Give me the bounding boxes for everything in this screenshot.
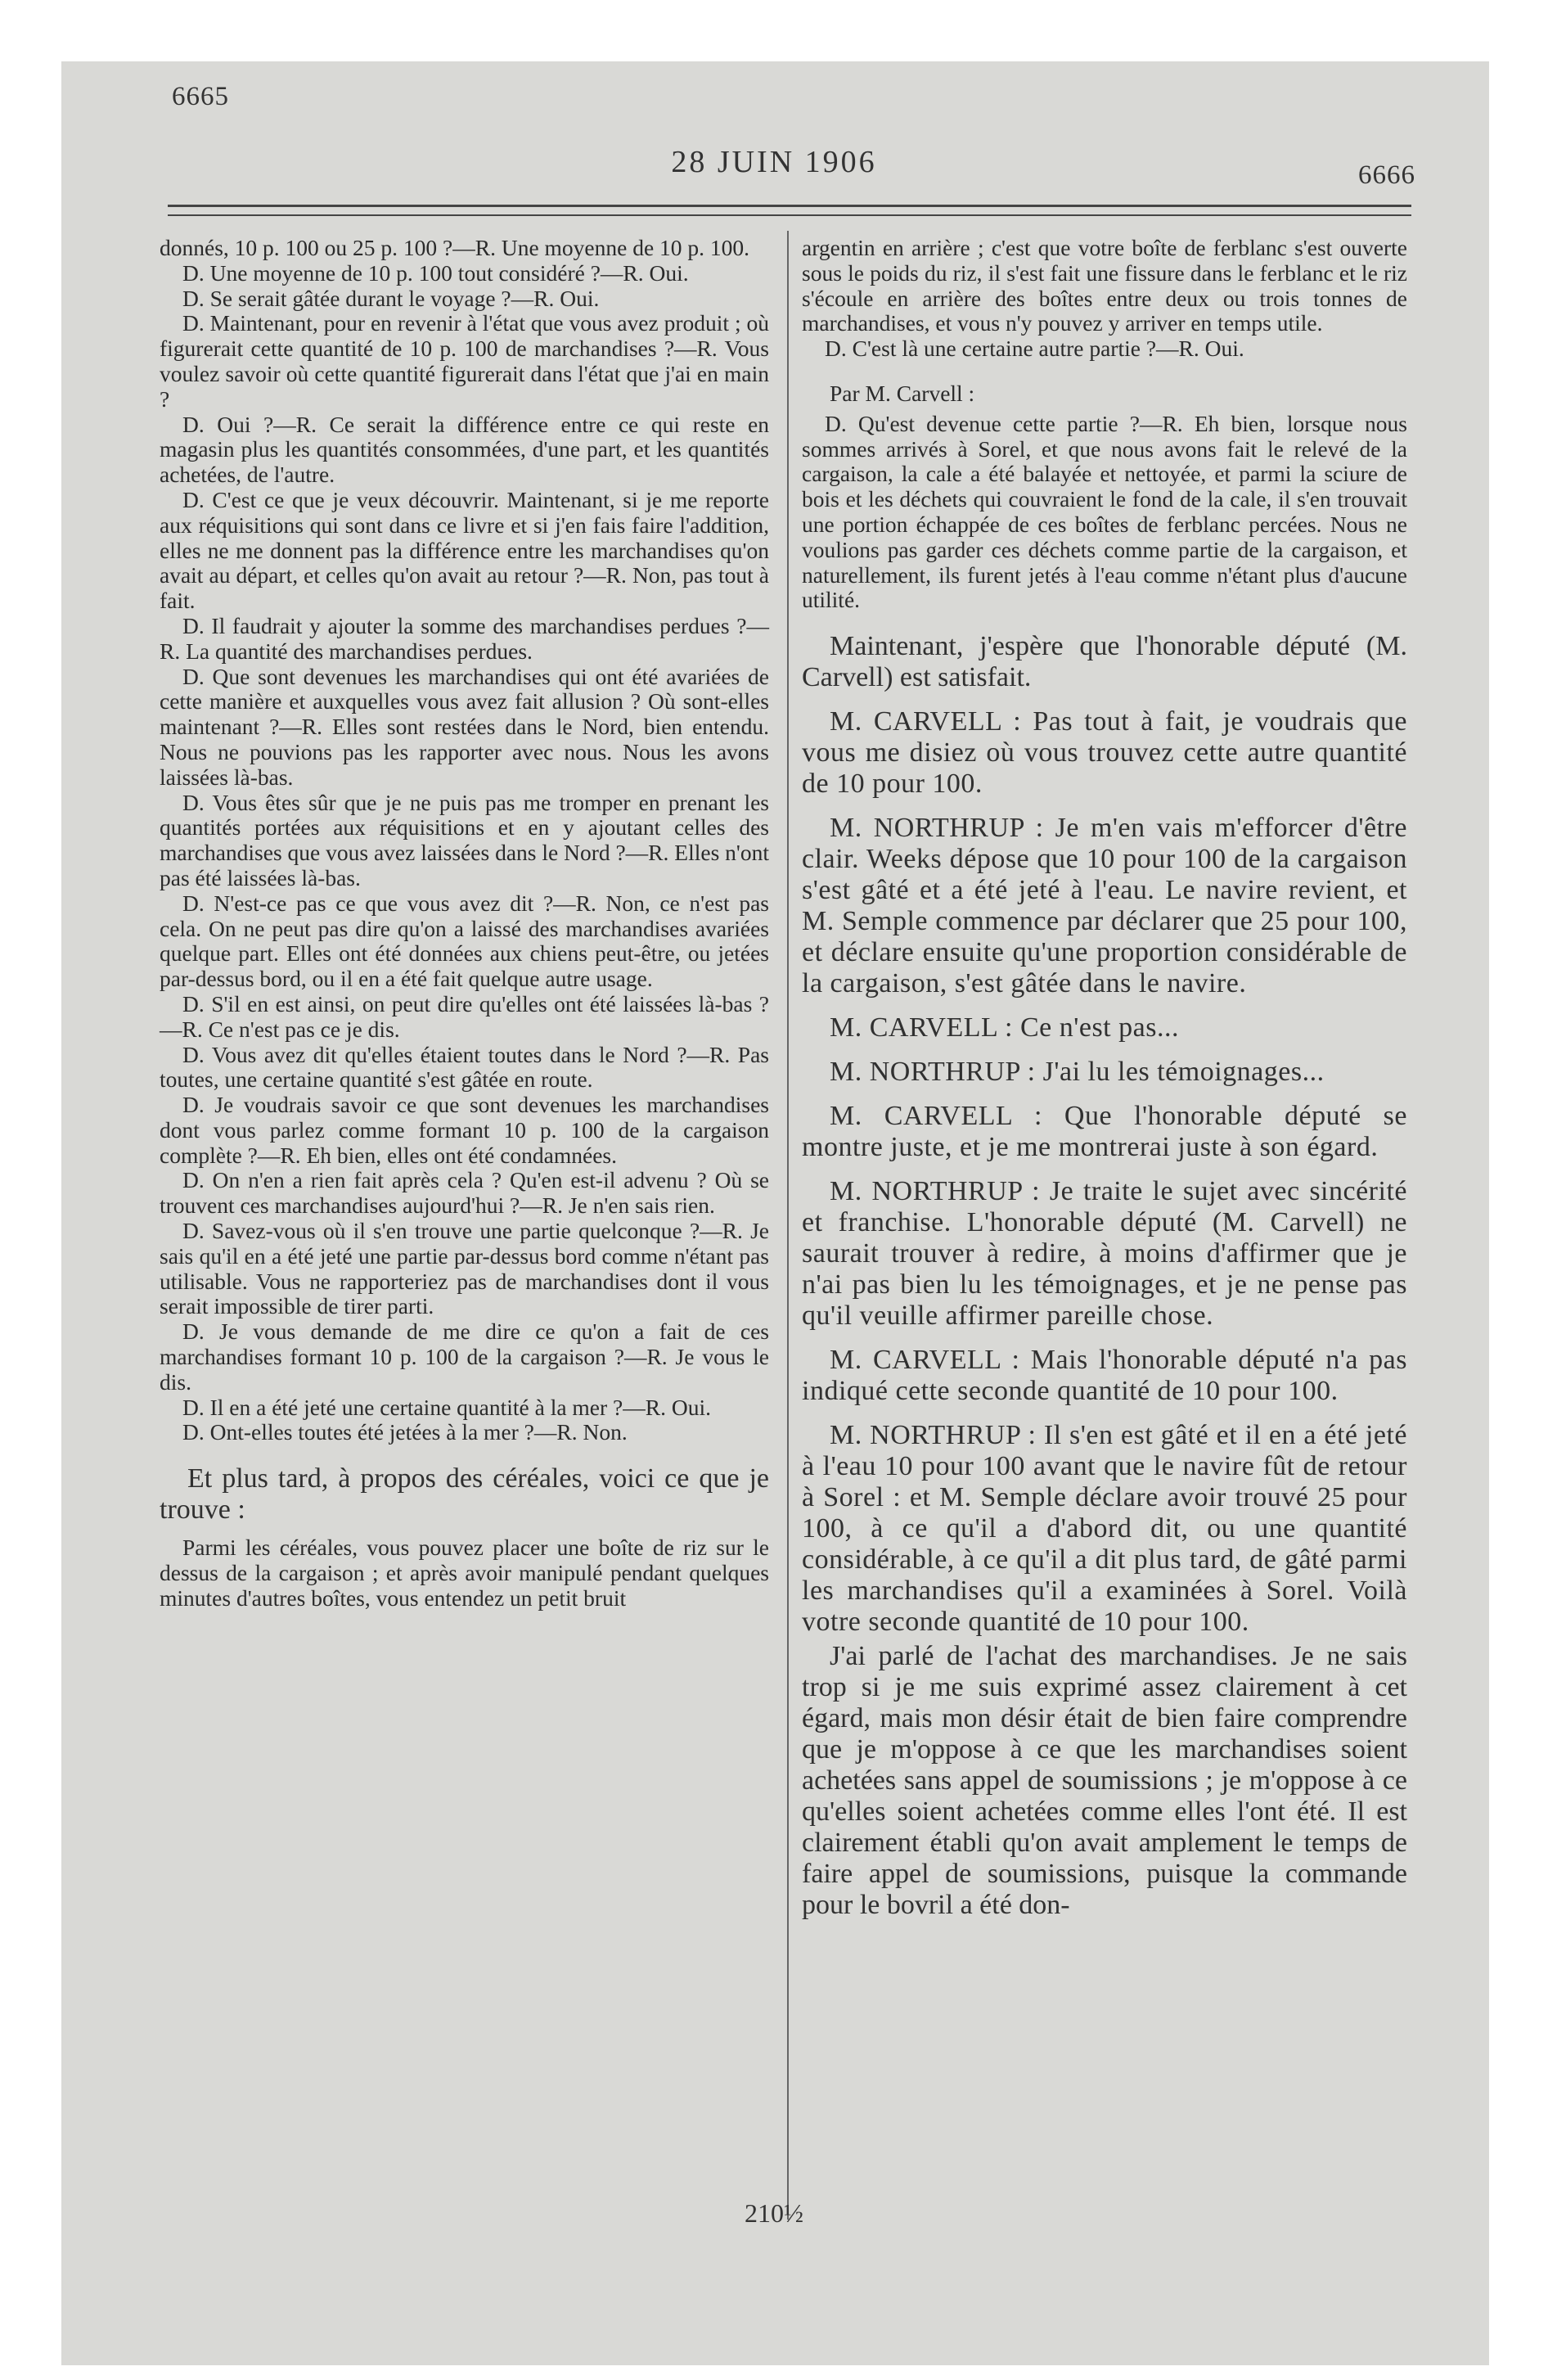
page-number-left: 6665: [172, 82, 229, 111]
qa-paragraph: D. Se serait gâtée durant le voyage ?—R. Oui.: [182, 285, 600, 311]
left-column: [160, 236, 769, 1611]
narration-paragraph: J'ai parlé de l'achat des marchandises. Je ne sais trop si je me suis exprimé assez clairement à cet égard, mais mon désir était de bien faire comprendre que je m'oppose à ce que les marchandises soient achetées sans appel de soumissions ; je m'oppose à ce qu'elles soient achetées comme elles l'ont été. Il est clairement établi qu'on avait amplement le temps de faire appel de soumissions, puisque la commande pour le bovril a été don-: [802, 1641, 1407, 1921]
qa-paragraph: D. Qu'est devenue cette partie ?—R. Eh bien, lorsque nous sommes arrivés à Sorel, et que nous avons fait le relevé de la cargaison, la cale a été balayée et nettoyée, et parmi la sciure de bois et les déchets qui couvraient le fond de la cale, il s'en trouvait une portion échappée de ces boîtes de ferblanc percées. Nous ne voulions pas garder ces déchets comme partie de la cargaison, et naturellement, ils furent jetés à l'eau comme n'étant plus d'aucune utilité.: [802, 410, 1407, 613]
qa-paragraph: D. Vous êtes sûr que je ne puis pas me tromper en prenant les quantités portées aux réquisitions et en y ajoutant celles des marchandises que vous avez laissées dans le Nord ?—R. Elles n'ont pas été laissées là-bas.: [160, 789, 769, 890]
qa-paragraph: D. Que sont devenues les marchandises qui ont été avariées de cette manière et auxquelles vous avez fait allusion ? Où sont-elles maintenant ?—R. Elles sont restées dans le Nord, bien entendu. Nous ne pouvions pas les rapporter avec nous. Nous les avons laissées là-bas.: [160, 663, 769, 790]
qa-paragraph: D. C'est là une certaine autre partie ?—R. Oui.: [825, 336, 1244, 362]
quoted-testimony: Parmi les céréales, vous pouvez placer une boîte de riz sur le dessus de la cargaison ; et après avoir manipulé pendant quelques minutes d'autres boîtes, vous entendez un petit bruit: [160, 1535, 769, 1611]
examiner-label: Par M. Carvell :: [830, 380, 975, 406]
speaker-paragraph: M. CARVELL : Ce n'est pas...: [830, 1012, 1179, 1044]
right-column: [802, 236, 1407, 1921]
qa-paragraph: D. Savez-vous où il s'en trouve une partie quelconque ?—R. Je sais qu'il en a été jeté une partie par-dessus bord comme n'étant pas utilisable. Vous ne rapporteriez pas de marchandises dont il vous serait impossible de tirer parti.: [160, 1218, 769, 1319]
page-date: 28 JUIN 1906: [671, 145, 877, 179]
qa-paragraph: D. Il en a été jeté une certaine quantité à la mer ?—R. Oui.: [182, 1394, 711, 1420]
speaker-paragraph: M. CARVELL : Mais l'honorable député n'a pas indiqué cette seconde quantité de 10 pour 100.: [802, 1345, 1407, 1407]
qa-paragraph: D. S'il en est ainsi, on peut dire qu'elles ont été laissées là-bas ?—R. Ce n'est pas ce je dis.: [160, 990, 769, 1042]
qa-paragraph: D. Je vous demande de me dire ce qu'on a fait de ces marchandises formant 10 p. 100 de la cargaison ?—R. Je vous le dis.: [160, 1318, 769, 1395]
qa-paragraph: D. Maintenant, pour en revenir à l'état que vous avez produit ; où figurerait cette quantité de 10 p. 100 de marchandises ?—R. Vous voulez savoir où cette quantité figurerait dans l'état que j'ai en main ?: [160, 310, 769, 412]
qa-paragraph: donnés, 10 p. 100 ou 25 p. 100 ?—R. Une moyenne de 10 p. 100.: [160, 235, 750, 260]
speaker-paragraph: M. NORTHRUP : Je m'en vais m'efforcer d'être clair. Weeks dépose que 10 pour 100 de la cargaison s'est gâté et a été jeté à l'eau. Le navire revient, et M. Semple commence par déclarer que 25 pour 100, et déclare ensuite qu'une proportion considérable de la cargaison, s'est gâtée dans le navire.: [802, 813, 1407, 999]
page-number-right: 6666: [1358, 160, 1415, 190]
qa-paragraph: argentin en arrière ; c'est que votre boîte de ferblanc s'est ouverte sous le poids du riz, il s'est fait une fissure dans le ferblanc et le riz s'écoule en arrière des boîtes entre deux ou trois tonnes de marchandises, et vous n'y pouvez y arriver en temps utile.: [802, 235, 1407, 336]
qa-paragraph: D. Ont-elles toutes été jetées à la mer ?—R. Non.: [182, 1419, 628, 1445]
speaker-paragraph: M. CARVELL : Pas tout à fait, je voudrais que vous me disiez où vous trouvez cette autre quantité de 10 pour 100.: [802, 706, 1407, 800]
narration-paragraph: Maintenant, j'espère que l'honorable député (M. Carvell) est satisfait.: [802, 631, 1407, 693]
qa-paragraph: D. Il faudrait y ajouter la somme des marchandises perdues ?—R. La quantité des marchandises perdues.: [160, 612, 769, 664]
speaker-paragraph: M. NORTHRUP : Je traite le sujet avec sincérité et franchise. L'honorable député (M. Carvell) ne saurait trouver à redire, à moins d'affirmer que je n'ai pas bien lu les témoignages, et je ne pense pas qu'il veuille affirmer pareille chose.: [802, 1176, 1407, 1332]
speaker-paragraph: M. NORTHRUP : Il s'en est gâté et il en a été jeté à l'eau 10 pour 100 avant que le navire fût de retour à Sorel : et M. Semple déclare avoir trouvé 25 pour 100, à ce qu'il a d'abord dit, ou une quantité considérable, à ce qu'il a dit plus tard, de gâté parmi les marchandises qu'il a examinées à Sorel. Voilà votre seconde quantité de 10 pour 100.: [802, 1420, 1407, 1638]
qa-paragraph: D. C'est ce que je veux découvrir. Maintenant, si je me reporte aux réquisitions qui sont dans ce livre et si j'en fais faire l'addition, elles ne me donnent pas la différence entre les marchandises qu'on avait au départ, et celles qu'on avait au retour ?—R. Non, pas tout à fait.: [160, 486, 769, 614]
qa-paragraph: D. N'est-ce pas ce que vous avez dit ?—R. Non, ce n'est pas cela. On ne peut pas dire qu'on a laissé des marchandises avariées quelque part. Elles ont été données aux chiens peut-être, ou jetées par-dessus bord, ou il en a été fait quelque autre usage.: [160, 890, 769, 992]
speaker-paragraph: M. CARVELL : Que l'honorable député se montre juste, et je me montrerai juste à son égard.: [802, 1101, 1407, 1163]
narration-paragraph: Et plus tard, à propos des céréales, voici ce que je trouve :: [160, 1463, 769, 1526]
qa-paragraph: D. Je voudrais savoir ce que sont devenues les marchandises dont vous parlez comme formant 10 p. 100 de la cargaison complète ?—R. Eh bien, elles ont été condamnées.: [160, 1092, 769, 1168]
qa-paragraph: D. Vous avez dit qu'elles étaient toutes dans le Nord ?—R. Pas toutes, une certaine quantité s'est gâtée en route.: [160, 1041, 769, 1093]
qa-paragraph: D. Une moyenne de 10 p. 100 tout considéré ?—R. Oui.: [182, 259, 689, 286]
header-rule-thin: [168, 214, 1411, 216]
qa-paragraph: D. Oui ?—R. Ce serait la différence entre ce qui reste en magasin plus les quantités consommées, d'une part, et les quantités achetées, de l'autre.: [160, 411, 769, 488]
speaker-paragraph: M. NORTHRUP : J'ai lu les témoignages...: [830, 1057, 1325, 1088]
qa-paragraph: D. On n'en a rien fait après cela ? Qu'en est-il advenu ? Où se trouvent ces marchandises aujourd'hui ?—R. Je n'en sais rien.: [160, 1167, 769, 1219]
header-rule: [168, 205, 1411, 207]
column-divider: [787, 231, 789, 2220]
footer-signature: 210½: [745, 2198, 803, 2228]
